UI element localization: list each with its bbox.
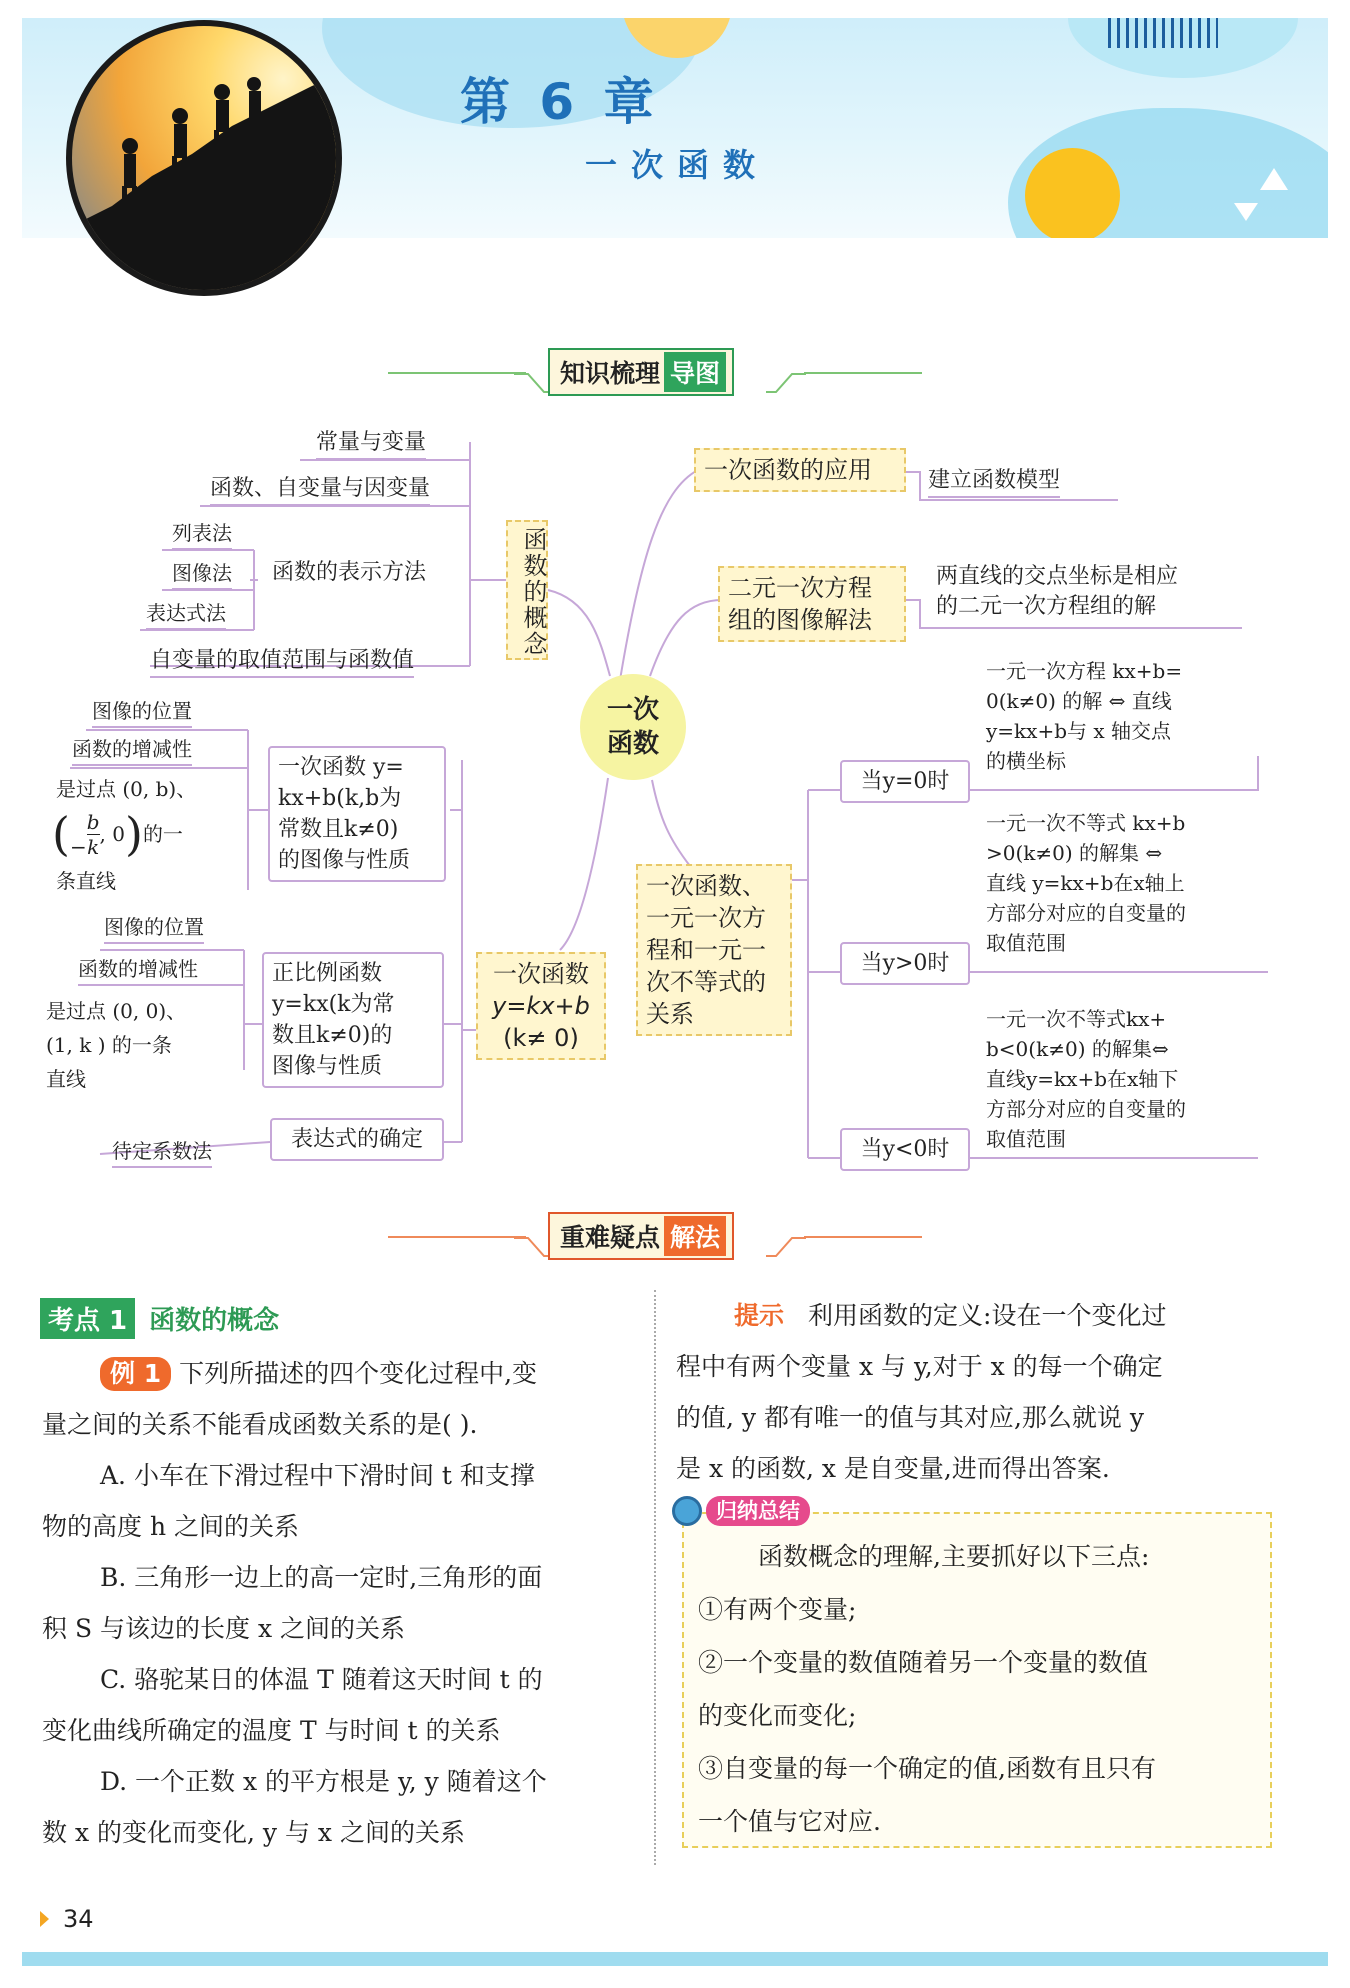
summary-point: ①有两个变量; [698, 1595, 857, 1624]
hint-text: 利用函数的定义:设在一个变化过 [808, 1301, 1167, 1330]
desc-line: b<0(k≠0) 的解集⇔ [986, 1037, 1169, 1061]
y-positive-box: 当y>0时 [840, 942, 970, 985]
option-c: 变化曲线所确定的温度 T 与时间 t 的关系 [42, 1716, 501, 1745]
option-c: C. 骆驼某日的体温 T 随着这天时间 t 的 [100, 1665, 543, 1694]
box-line: 一元一次方 [646, 904, 766, 932]
desc-line: >0(k≠0) 的解集 ⇔ [986, 841, 1163, 865]
decor-sun [1025, 148, 1120, 238]
node-undetermined: 待定系数法 [112, 1136, 212, 1168]
section-header-difficult [0, 1212, 1350, 1272]
box-line: 一次函数 y= [278, 755, 404, 780]
section-tag: 导图 [664, 352, 726, 392]
box-line: 关系 [646, 1000, 694, 1028]
y-negative-box: 当y<0时 [840, 1128, 970, 1171]
mindmap-center [580, 674, 686, 780]
box-line: 一次函数、 [646, 872, 766, 900]
node-passes-fraction: (− $\frac{b}{k}$ , 0)的一 [52, 807, 183, 861]
summary-point: 的变化而变化; [698, 1701, 857, 1730]
header-rule-bend [766, 1230, 806, 1260]
box-line: (k≠ 0) [503, 1024, 579, 1052]
option-d: D. 一个正数 x 的平方根是 y, y 随着这个 [100, 1767, 547, 1796]
node-expr-method: 表达式法 [146, 598, 226, 630]
stem-text: 下列所描述的四个变化过程中,变 [179, 1359, 538, 1388]
node-representation: 函数的表示方法 [272, 560, 427, 585]
example-stem [42, 1348, 642, 1399]
desc-line: 一元一次不等式kx+ [986, 1007, 1167, 1031]
box-line: 图像与性质 [272, 1054, 383, 1079]
page-number: 34 [40, 1905, 94, 1933]
header-rule [804, 1236, 922, 1238]
equation-box [718, 566, 906, 642]
node-passes-line: 条直线 [56, 869, 116, 893]
desc-line: 直线y=kx+b在x轴下 [986, 1067, 1179, 1091]
node-list-method: 列表法 [172, 518, 232, 550]
header-rule-bend [766, 366, 806, 396]
header-rule [388, 1236, 526, 1238]
desc-line: y=kx+b与 x 轴交点 [986, 719, 1172, 743]
example-badge: 例 1 [100, 1357, 171, 1391]
node-passes-point: (1, k ) 的一条 [46, 1033, 172, 1057]
desc-line: 方部分对应的自变量的 [986, 1097, 1186, 1121]
application-box: 一次函数的应用 [694, 448, 906, 492]
section-header-mindmap [0, 348, 1350, 408]
fraction-denominator: k [87, 835, 100, 859]
node-passes-line: 直线 [46, 1067, 86, 1091]
node-monotonic: 函数的增减性 [78, 954, 198, 986]
lt-zero-desc [986, 1004, 1186, 1154]
example-block [42, 1348, 642, 1858]
node-model: 建立函数模型 [928, 466, 1060, 498]
summary-intro: 函数概念的理解,主要抓好以下三点: [758, 1542, 1150, 1571]
linear-function-box [476, 952, 606, 1060]
box-line: 一次函数 [493, 960, 589, 988]
box-line: 二元一次方程 [728, 574, 872, 602]
proportional-box [262, 952, 444, 1088]
summary-label: 归纳总结 [706, 1496, 810, 1526]
section-title-box [548, 348, 734, 396]
chapter-title: 第 6 章 [460, 73, 660, 131]
desc-line: 直线 y=kx+b在x轴上 [986, 871, 1185, 895]
desc-line: 方部分对应的自变量的 [986, 901, 1186, 925]
summary-point: ③自变量的每一个确定的值,函数有且只有 [698, 1754, 1156, 1783]
box-line: 正比例函数 [272, 961, 383, 986]
gt-zero-desc [986, 808, 1186, 958]
center-label: 一次 [606, 695, 659, 725]
center-label: 函数 [606, 729, 659, 759]
desc-line: 一元一次不等式 kx+b [986, 811, 1186, 835]
hint-label: 提示 [734, 1301, 785, 1330]
box-line: y=kx+b [492, 992, 590, 1020]
relation-box [636, 864, 792, 1036]
linear-props-box [268, 746, 446, 882]
option-a: 物的高度 h 之间的关系 [42, 1512, 299, 1541]
hint-block [676, 1290, 1276, 1494]
node-image-position: 图像的位置 [104, 912, 204, 944]
summary-point: 一个值与它对应. [698, 1807, 881, 1836]
node-constants: 常量与变量 [316, 428, 426, 460]
header-rule [388, 372, 526, 374]
desc-line: 0(k≠0) 的解 ⇔ 直线 [986, 689, 1172, 713]
box-line: 数且k≠0)的 [272, 1023, 393, 1048]
header-rule [804, 372, 922, 374]
chapter-subtitle: 一次函数 [585, 146, 770, 184]
hint-text: 是 x 的函数, x 是自变量,进而得出答案. [676, 1454, 1110, 1483]
node-domain: 自变量的取值范围与函数值 [150, 646, 414, 678]
decor-triangle [1234, 203, 1258, 221]
node-monotonic: 函数的增减性 [72, 734, 192, 766]
stem-text: 量之间的关系不能看成函数关系的是( ). [42, 1410, 478, 1439]
summary-badge [672, 1496, 810, 1526]
eq-zero-desc [986, 656, 1182, 776]
box-line: y=kx(k为常 [272, 992, 395, 1017]
node-passes-point: 是过点 (0, b)、 [56, 777, 197, 801]
section-title-box [548, 1212, 734, 1260]
section-title: 重难疑点 [560, 1223, 661, 1252]
summary-content [698, 1530, 1268, 1848]
globe-icon [672, 1496, 702, 1526]
box-line: 的图像与性质 [278, 848, 411, 873]
desc-line: 取值范围 [986, 931, 1066, 955]
kaodian-header [40, 1298, 279, 1339]
node-intersection: 的二元一次方程组的解 [936, 594, 1157, 619]
node-intersection: 两直线的交点坐标是相应 [936, 564, 1179, 589]
y-zero-box: 当y=0时 [840, 760, 970, 803]
concept-box: 函数的概念 [506, 520, 548, 660]
expression-box: 表达式的确定 [270, 1118, 444, 1161]
desc-line: 取值范围 [986, 1127, 1066, 1151]
decor-triangle [1260, 168, 1288, 190]
fraction-tail: , 0 [99, 822, 125, 846]
desc-line: 的横坐标 [986, 749, 1066, 773]
hint-text: 程中有两个变量 x 与 y,对于 x 的每一个确定 [676, 1352, 1163, 1381]
option-a: A. 小车在下滑过程中下滑时间 t 和支撑 [100, 1461, 535, 1490]
box-line: 次不等式的 [646, 968, 766, 996]
node-image-position: 图像的位置 [92, 696, 192, 728]
passes-suffix: 的一 [142, 822, 183, 846]
node-graph-method: 图像法 [172, 558, 232, 590]
column-divider [654, 1290, 656, 1865]
kaodian-title: 函数的概念 [149, 1306, 280, 1336]
fraction-numerator: b [86, 810, 100, 834]
hint-text: 的值, y 都有唯一的值与其对应,那么就说 y [676, 1403, 1144, 1432]
kaodian-badge: 考点 1 [40, 1298, 135, 1339]
box-line: 常数且k≠0) [278, 817, 399, 842]
box-line: 组的图像解法 [728, 606, 872, 634]
section-title: 知识梳理 [560, 359, 661, 388]
section-tag: 解法 [664, 1216, 726, 1256]
decor-stripes [1108, 18, 1218, 48]
desc-line: 一元一次方程 kx+b= [986, 659, 1183, 683]
node-variables: 函数、自变量与因变量 [210, 474, 430, 506]
footer-bar [22, 1952, 1328, 1966]
climbers-photo [66, 20, 342, 296]
option-b: B. 三角形一边上的高一定时,三角形的面 [100, 1563, 543, 1592]
option-b: 积 S 与该边的长度 x 之间的关系 [42, 1614, 406, 1643]
box-line: 程和一元一 [646, 936, 766, 964]
summary-point: ②一个变量的数值随着另一个变量的数值 [698, 1648, 1149, 1677]
box-line: kx+b(k,b为 [278, 786, 402, 811]
node-passes-origin: 是过点 (0, 0)、 [46, 999, 187, 1023]
option-d: 数 x 的变化而变化, y 与 x 之间的关系 [42, 1818, 465, 1847]
